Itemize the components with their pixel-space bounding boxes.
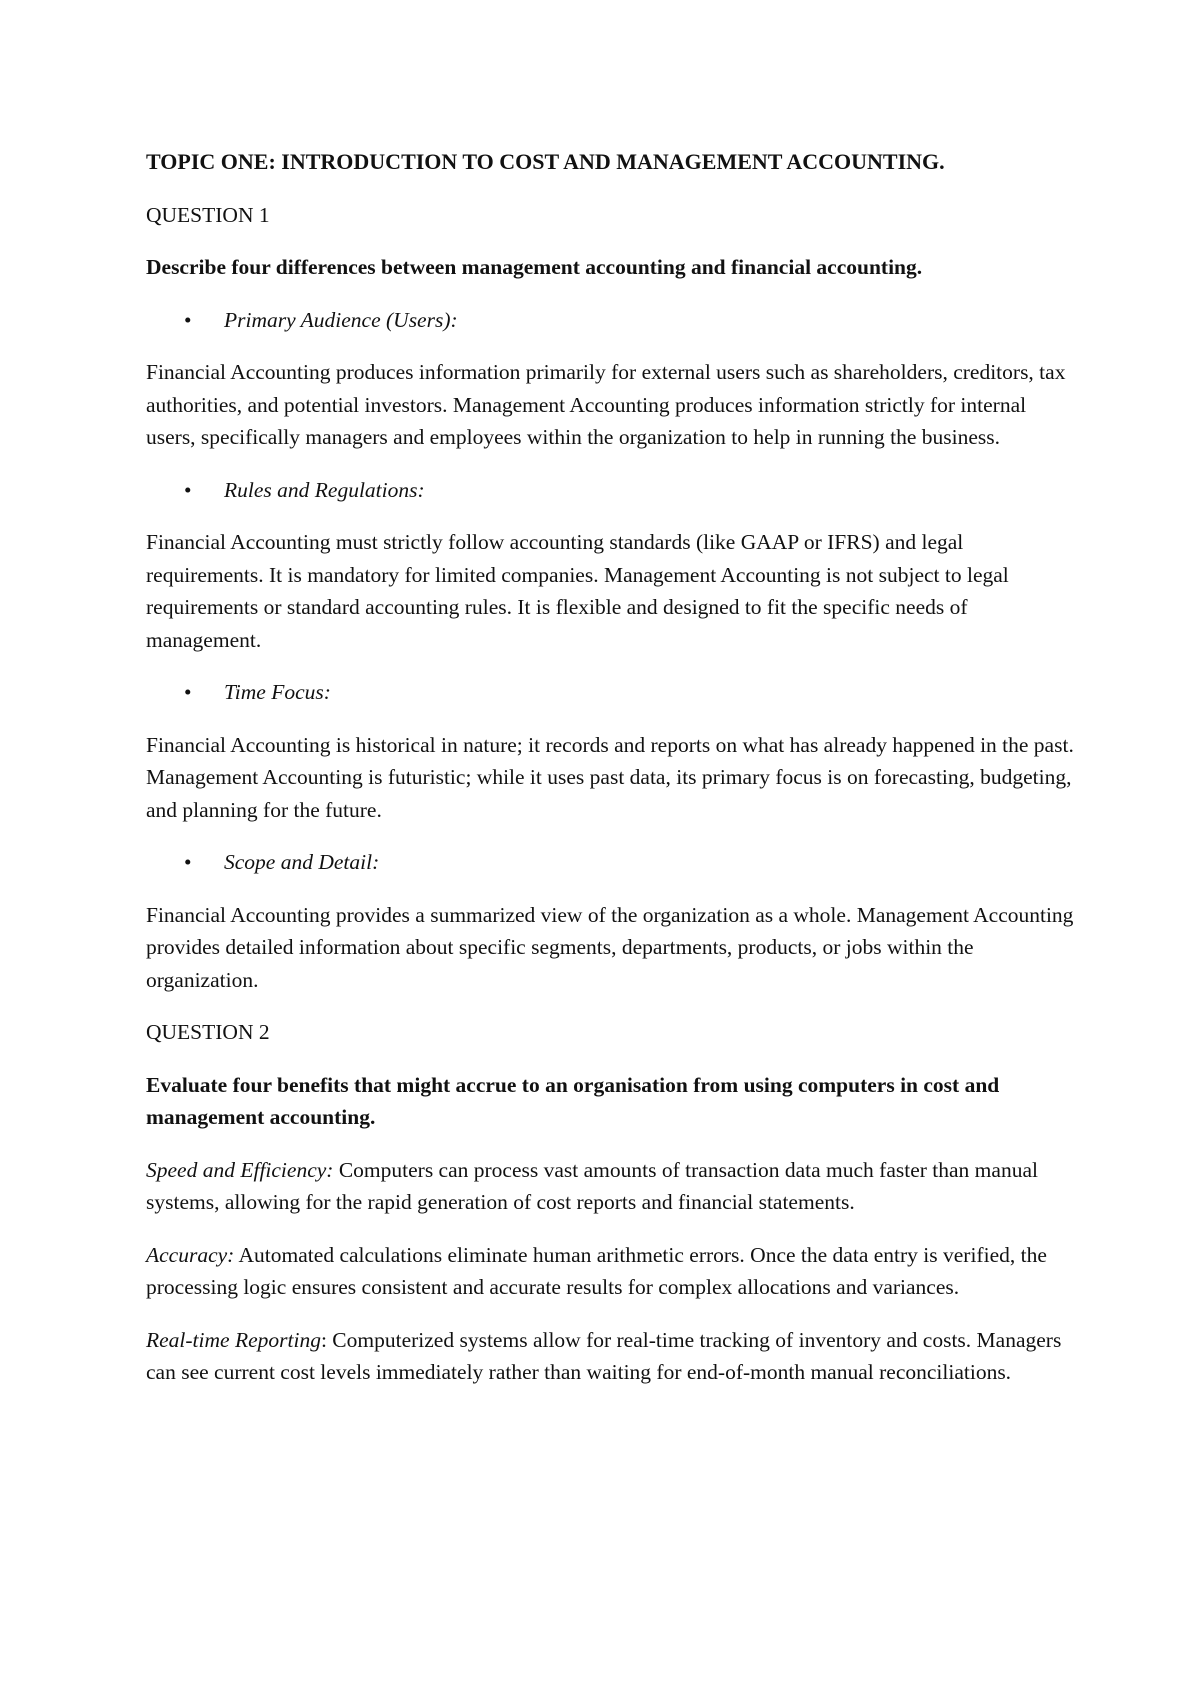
q1-paragraph: Financial Accounting must strictly follow accounting standards (like GAAP or IFRS) and legal requirements. It is mandatory for limited companies. Management Accounting is not subject to legal requirements or standard accounting rules. It is flexible and designed to fit the specific needs of management. — [146, 530, 1009, 652]
q2-item-body: Automated calculations eliminate human arithmetic errors. Once the data entry is verified, the processing logic ensures consistent and accurate results for complex allocations and variances. — [146, 1242, 1047, 1299]
bullet-icon: • — [184, 307, 192, 332]
q2-paragraph — [146, 1154, 1076, 1219]
q1-paragraph: Financial Accounting is historical in nature; it records and reports on what has already happened in the past. Management Accounting is futuristic; while it uses past data, its primary focus is on forecasting, budgeting, and planning for the future. — [146, 732, 1074, 822]
bullet-heading-text: Primary Audience (Users): — [224, 307, 458, 332]
q2-item-body: : Computerized systems allow for real-time tracking of inventory and costs. Managers can see current cost levels immediately rather than waiting for end-of-month manual reconciliations. — [146, 1327, 1062, 1384]
q2-paragraph — [146, 1324, 1076, 1389]
question-1-prompt: Describe four differences between management accounting and financial accounting. — [146, 255, 923, 279]
document-page — [146, 146, 1076, 1409]
q1-bullet-heading — [146, 846, 1076, 879]
q1-bullet-heading — [146, 676, 1076, 709]
topic-title: TOPIC ONE: INTRODUCTION TO COST AND MANAGEMENT ACCOUNTING. — [146, 149, 945, 174]
question-2-label: QUESTION 2 — [146, 1020, 270, 1044]
bullet-icon: • — [184, 477, 192, 502]
q2-paragraph — [146, 1239, 1076, 1304]
q2-item-heading: Real-time Reporting — [146, 1327, 321, 1352]
question-2-prompt: Evaluate four benefits that might accrue to an organisation from using computers in cost and management accounting. — [146, 1072, 1000, 1129]
bullet-icon: • — [184, 850, 192, 874]
q2-item-heading: Speed and Efficiency: — [146, 1157, 334, 1182]
q1-paragraph: Financial Accounting produces information primarily for external users such as shareholders, creditors, tax authorities, and potential investors. Management Accounting produces information strictly for internal users, specifically managers and employees within the organization to help in running the business. — [146, 360, 1066, 449]
bullet-heading-text: Rules and Regulations: — [224, 477, 425, 502]
bullet-icon: • — [184, 680, 192, 704]
q1-bullet-heading — [146, 474, 1076, 507]
q2-item-heading: Accuracy: — [146, 1242, 235, 1267]
bullet-heading-text: Time Focus: — [224, 680, 331, 704]
q1-bullet-heading — [146, 304, 1076, 337]
q1-paragraph: Financial Accounting provides a summarized view of the organization as a whole. Management Accounting provides detailed information about specific segments, departments, products, or jobs within the organization. — [146, 902, 1074, 992]
q2-item-body: Computers can process vast amounts of transaction data much faster than manual systems, allowing for the rapid generation of cost reports and financial statements. — [146, 1157, 1038, 1214]
question-1-label: QUESTION 1 — [146, 202, 270, 227]
bullet-heading-text: Scope and Detail: — [224, 850, 380, 874]
